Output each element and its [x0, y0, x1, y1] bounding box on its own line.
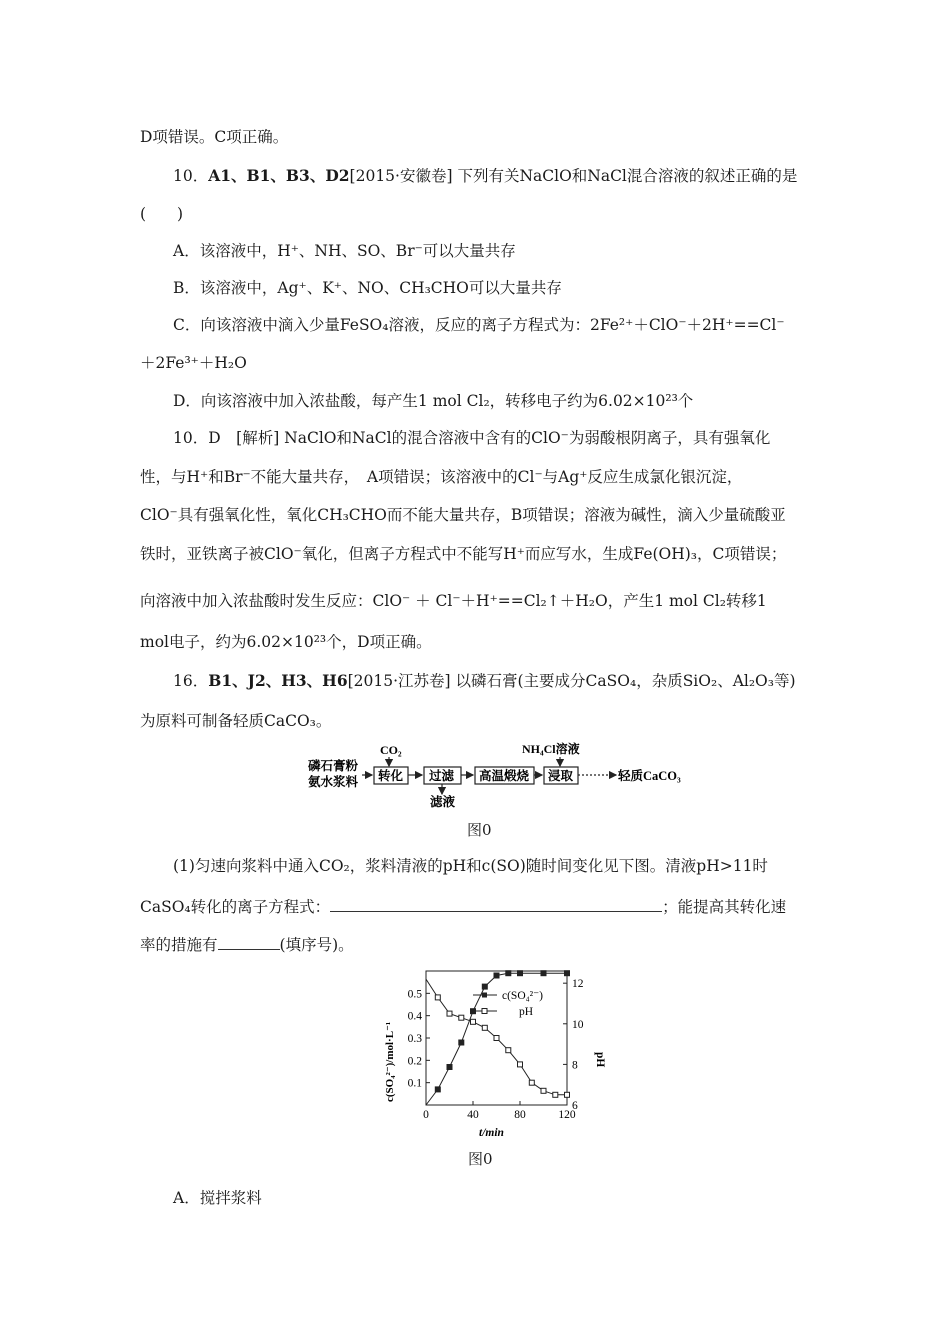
- a10-line4: 铁时，亚铁离子被ClO⁻氧化，但离子方程式中不能写H⁺而应写水，生成Fe(OH)₃，C项错误；: [140, 545, 787, 563]
- q16-number: 16．: [173, 672, 209, 690]
- series-0-point-9: [541, 971, 546, 976]
- a10-line5: 向溶液中加入浓盐酸时发生反应：ClO⁻ ＋ Cl⁻＋H⁺==Cl₂↑＋H₂O，产生1 mol Cl₂转移1: [140, 592, 767, 610]
- series-0-point-3: [459, 1040, 464, 1045]
- series-0-point-8: [518, 971, 523, 976]
- part1-rate-prompt: ；能提高其转化速: [662, 898, 787, 916]
- flow-raw-material-1: 磷石膏粉: [308, 759, 359, 773]
- a10-line2: 性，与H⁺和Br⁻不能大量共存， A项错误；该溶液中的Cl⁻与Ag⁺反应生成氯化银沉淀，: [140, 468, 743, 486]
- series-0-point-2: [447, 1065, 452, 1070]
- x-tick-label-0: 0: [423, 1109, 429, 1121]
- q16-tags: B1、J2、H3、H6: [208, 671, 348, 690]
- part1-line3: [140, 935, 354, 955]
- legend-label-sulfate: c(SO₄²⁻): [502, 990, 543, 1002]
- legend-marker-ph: [482, 1009, 487, 1014]
- y-left-tick-label-4: 0.5: [407, 988, 422, 1001]
- q10-option-c-line2: ＋2Fe³⁺＋H₂O: [140, 354, 247, 372]
- q10-option-b: B．该溶液中，Ag⁺、K⁺、NO、CH₃CHO可以大量共存: [173, 279, 562, 297]
- x-tick-label-1: 40: [467, 1109, 479, 1121]
- series-1-point-6: [494, 1036, 499, 1041]
- q10-option-c-line1: C．向该溶液中滴入少量FeSO₄溶液，反应的离子方程式为：2Fe²⁺＋ClO⁻＋2H⁺==Cl⁻: [173, 316, 785, 334]
- series-0-point-7: [506, 971, 511, 976]
- flow-step-leaching: 浸取: [548, 769, 574, 783]
- flow-co2-label: CO₂: [380, 743, 402, 757]
- legend-marker-sulfate: [482, 993, 487, 998]
- chart-legend: [473, 990, 543, 1018]
- chart-y-left-label: c(SO₄²⁻)/mol·L⁻¹: [384, 1021, 396, 1102]
- series-0-point-1: [435, 1087, 440, 1092]
- series-1-point-8: [518, 1062, 523, 1067]
- process-flow-diagram: [300, 738, 700, 810]
- y-right-tick-label-0: 6: [572, 1100, 578, 1112]
- flow-caption: 图0: [467, 821, 492, 839]
- flow-filtrate-label: 滤液: [430, 795, 456, 809]
- series-1-point-7: [506, 1048, 511, 1053]
- y-left-tick-label-0: 0.1: [407, 1077, 422, 1090]
- q10-option-a: A．该溶液中，H⁺、NH、SO、Br⁻可以大量共存: [173, 242, 516, 260]
- concentration-ph-chart: [376, 962, 616, 1142]
- part1-fill-hint: (填序号)。: [279, 936, 354, 954]
- y-right-tick-label-2: 10: [572, 1018, 584, 1031]
- y-right-tick-label-3: 12: [572, 978, 584, 991]
- q10-tags: A1、B1、B3、D2: [208, 166, 350, 185]
- part1-measures-prompt: 率的措施有: [140, 936, 218, 954]
- legend-label-ph: pH: [519, 1006, 534, 1018]
- series-1-point-1: [435, 995, 440, 1000]
- equation-answer-blank[interactable]: [330, 897, 662, 912]
- flow-step-calcination: 高温煅烧: [479, 769, 530, 783]
- series-1-point-12: [565, 1092, 570, 1097]
- q16-stem-line1: [173, 671, 796, 691]
- series-0-point-6: [494, 973, 499, 978]
- a10-line6: mol电子，约为6.02×10²³个，D项正确。: [140, 633, 432, 651]
- y-right-tick-label-1: 8: [572, 1059, 578, 1072]
- series-1-point-3: [459, 1015, 464, 1020]
- flow-step-conversion: 转化: [378, 769, 404, 783]
- series-1-point-4: [471, 1019, 476, 1024]
- flow-nh4cl-label: NH₄Cl溶液: [522, 742, 580, 756]
- y-left-tick-label-3: 0.4: [407, 1010, 422, 1023]
- series-0-point-5: [482, 984, 487, 989]
- flow-raw-material-2: 氨水浆料: [308, 775, 359, 789]
- option-a-stir-slurry: A．搅拌浆料: [173, 1189, 262, 1207]
- chart-caption: 图0: [468, 1150, 493, 1168]
- q10-source: [2015·安徽卷]: [349, 167, 453, 185]
- series-1-point-11: [553, 1092, 558, 1097]
- x-tick-label-3: 120: [558, 1109, 576, 1121]
- part1-line2: [140, 897, 786, 917]
- chart-y-right-label: pH: [594, 1052, 606, 1068]
- y-left-tick-label-1: 0.2: [407, 1055, 422, 1068]
- series-0-point-10: [565, 971, 570, 976]
- intro-text: D项错误。C项正确。: [140, 128, 289, 146]
- series-1-point-10: [541, 1088, 546, 1093]
- part1-line1: (1)匀速向浆料中通入CO₂，浆料清液的pH和c(SO)随时间变化见下图。清液pH>11时: [173, 857, 768, 875]
- q10-option-d: D．向该溶液中加入浓盐酸，每产生1 mol Cl₂，转移电子约为6.02×10²³个: [173, 392, 694, 410]
- series-1-point-2: [447, 1011, 452, 1016]
- a10-line1: 10．D [解析] NaClO和NaCl的混合溶液中含有的ClO⁻为弱酸根阴离子，具有强氧化: [173, 429, 771, 447]
- part1-equation-prompt: CaSO₄转化的离子方程式：: [140, 898, 331, 916]
- q10-number: 10．: [173, 167, 209, 185]
- series-1-point-9: [529, 1080, 534, 1085]
- flow-step-filter: 过滤: [429, 769, 455, 783]
- flow-product-label: 轻质CaCO₃: [618, 769, 681, 783]
- q10-answer-paren: ( ): [140, 205, 184, 223]
- q16-stem-line2: 为原料可制备轻质CaCO₃。: [140, 712, 332, 730]
- q10-question: 下列有关NaClO和NaCl混合溶液的叙述正确的是: [452, 167, 798, 185]
- x-tick-label-2: 80: [514, 1109, 526, 1121]
- y-left-tick-label-2: 0.3: [407, 1033, 422, 1045]
- q10-stem: [173, 166, 797, 186]
- measures-answer-blank[interactable]: [218, 935, 280, 950]
- q16-text: [2015·江苏卷] 以磷石膏(主要成分CaSO₄，杂质SiO₂、Al₂O₃等): [347, 672, 796, 690]
- a10-line3: ClO⁻具有强氧化性，氧化CH₃CHO而不能大量共存，B项错误；溶液为碱性，滴入少量硫酸亚: [140, 506, 786, 524]
- chart-x-axis-label: t/min: [479, 1127, 504, 1139]
- series-1-point-5: [482, 1025, 487, 1030]
